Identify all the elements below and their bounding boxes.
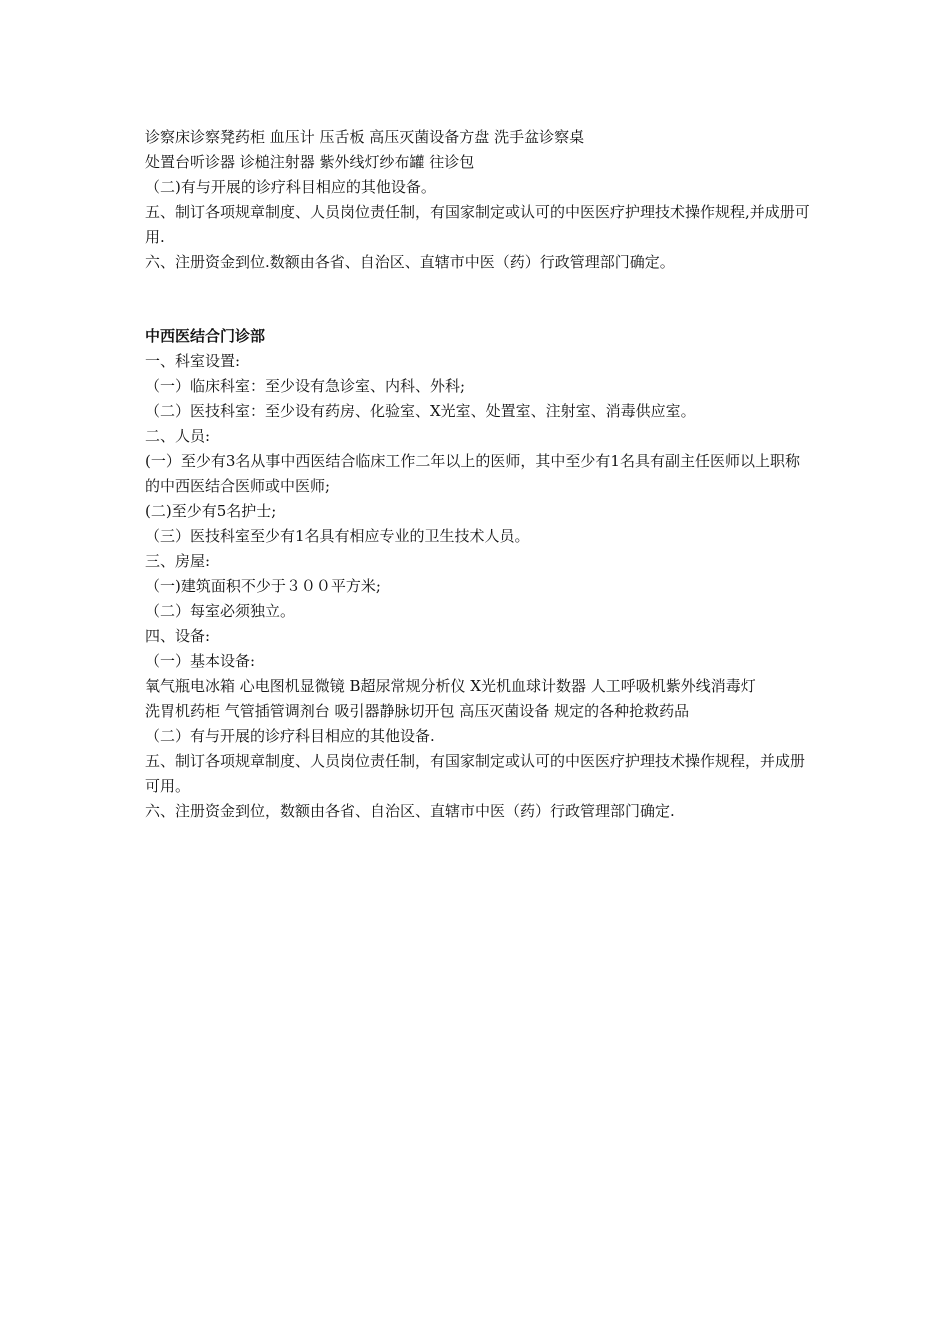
integrated-clinic-section bbox=[145, 324, 810, 824]
equipment-line-1: 诊察床诊察凳药柜 血压计 压舌板 高压灭菌设备方盘 洗手盆诊察桌 bbox=[145, 128, 585, 146]
capital-line: 六、注册资金到位，数额由各省、自治区、直辖市中医（药）行政管理部门确定. bbox=[145, 802, 675, 820]
staff-heading: 二、人员: bbox=[145, 427, 211, 445]
other-equipment-line: （二）有与开展的诊疗科目相应的其他设备. bbox=[145, 727, 435, 745]
floor-area-line: （一)建筑面积不少于３００平方米; bbox=[145, 577, 381, 595]
other-equipment-line: （二)有与开展的诊疗科目相应的其他设备。 bbox=[145, 178, 436, 196]
equipment-heading: 四、设备: bbox=[145, 627, 211, 645]
capital-line: 六、注册资金到位.数额由各省、自治区、直辖市中医（药）行政管理部门确定。 bbox=[145, 253, 675, 271]
physician-requirement: (一）至少有3名从事中西医结合临床工作二年以上的医师，其中至少有1名具有副主任医师以上职称的中西医结合医师或中医师; bbox=[145, 452, 800, 495]
dept-setup-heading: 一、科室设置: bbox=[145, 352, 241, 370]
section-title: 中西医结合门诊部 bbox=[145, 327, 266, 345]
equipment-line-2: 处置台听诊器 诊槌注射器 紫外线灯纱布罐 往诊包 bbox=[145, 153, 475, 171]
previous-section-tail bbox=[145, 125, 810, 275]
clinical-dept-line: （一）临床科室：至少设有急诊室、内科、外科; bbox=[145, 377, 466, 395]
basic-equipment-list-1: 氧气瓶电冰箱 心电图机显微镜 B超尿常规分析仪 X光机血球计数器 人工呼吸机紫外线消毒灯 bbox=[145, 677, 756, 695]
basic-equipment-list-2: 洗胃机药柜 气管插管调剂台 吸引器静脉切开包 高压灭菌设备 规定的各种抢救药品 bbox=[145, 702, 690, 720]
room-independence-line: （二）每室必须独立。 bbox=[145, 602, 296, 620]
building-heading: 三、房屋: bbox=[145, 552, 211, 570]
nurse-requirement: (二)至少有5名护士; bbox=[145, 502, 277, 520]
technician-requirement: （三）医技科室至少有1名具有相应专业的卫生技术人员。 bbox=[145, 527, 530, 545]
rules-paragraph: 五、制订各项规章制度、人员岗位责任制，有国家制定或认可的中医医疗护理技术操作规程，并成册可用。 bbox=[145, 752, 806, 795]
rules-paragraph: 五、制订各项规章制度、人员岗位责任制，有国家制定或认可的中医医疗护理技术操作规程,并成册可用. bbox=[145, 203, 810, 246]
basic-equipment-heading: （一）基本设备: bbox=[145, 652, 256, 670]
medtech-dept-line: （二）医技科室：至少设有药房、化验室、X光室、处置室、注射室、消毒供应室。 bbox=[145, 402, 696, 420]
